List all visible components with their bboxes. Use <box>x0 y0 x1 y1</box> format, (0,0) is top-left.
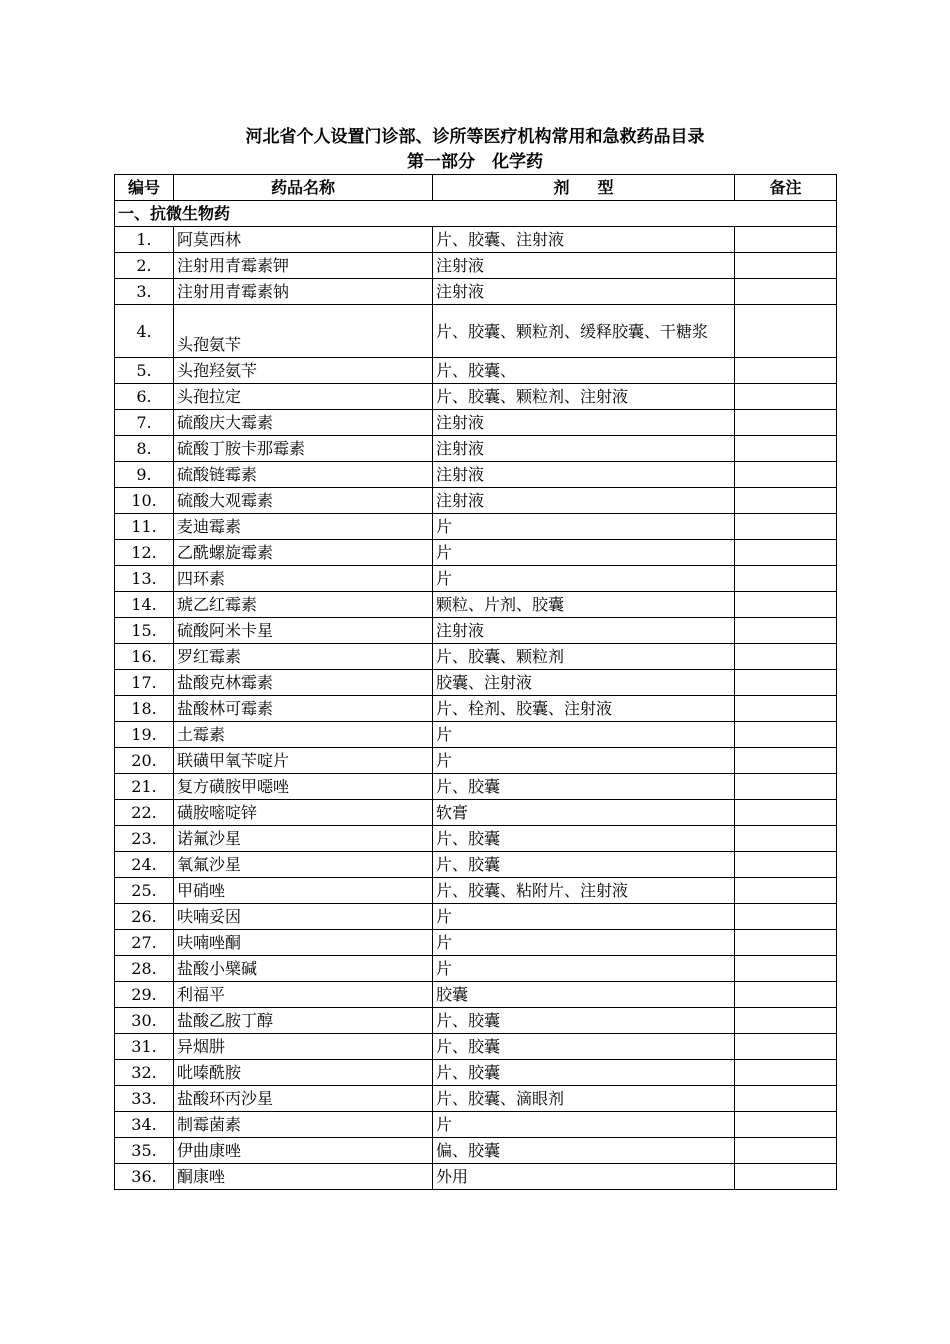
remarks <box>735 384 837 410</box>
table-row <box>115 956 837 982</box>
remarks <box>735 1138 837 1164</box>
table-row <box>115 358 837 384</box>
remarks <box>735 592 837 618</box>
dosage-form: 片、胶囊 <box>433 1060 735 1086</box>
drug-name: 硫酸大观霉素 <box>174 488 433 514</box>
dosage-form: 颗粒、片剂、胶囊 <box>433 592 735 618</box>
table-row <box>115 904 837 930</box>
remarks <box>735 670 837 696</box>
table-row <box>115 878 837 904</box>
dosage-form: 软膏 <box>433 800 735 826</box>
row-number: 28. <box>115 956 174 982</box>
row-number: 16. <box>115 644 174 670</box>
table-row <box>115 305 837 358</box>
dosage-form: 注射液 <box>433 253 735 279</box>
header-dosage-form: 剂型 <box>433 175 735 201</box>
remarks <box>735 930 837 956</box>
drug-name: 异烟肼 <box>174 1034 433 1060</box>
dosage-form: 片 <box>433 722 735 748</box>
row-number: 26. <box>115 904 174 930</box>
table-row <box>115 253 837 279</box>
dosage-form: 片 <box>433 514 735 540</box>
table-row <box>115 1112 837 1138</box>
row-number: 19. <box>115 722 174 748</box>
row-number: 36. <box>115 1164 174 1190</box>
drug-name: 利福平 <box>174 982 433 1008</box>
drug-name: 酮康唑 <box>174 1164 433 1190</box>
table-row <box>115 488 837 514</box>
drug-name: 乙酰螺旋霉素 <box>174 540 433 566</box>
row-number: 6. <box>115 384 174 410</box>
dosage-form: 片、胶囊 <box>433 1008 735 1034</box>
remarks <box>735 488 837 514</box>
drug-name: 氧氟沙星 <box>174 852 433 878</box>
section-row <box>115 201 837 227</box>
drug-name: 土霉素 <box>174 722 433 748</box>
table-row <box>115 800 837 826</box>
dosage-form: 胶囊 <box>433 982 735 1008</box>
table-row <box>115 1138 837 1164</box>
table-row <box>115 748 837 774</box>
remarks <box>735 514 837 540</box>
table-row <box>115 982 837 1008</box>
dosage-form: 外用 <box>433 1164 735 1190</box>
table-row <box>115 540 837 566</box>
row-number: 4. <box>115 305 174 358</box>
row-number: 20. <box>115 748 174 774</box>
table-row <box>115 462 837 488</box>
drug-name: 罗红霉素 <box>174 644 433 670</box>
row-number: 11. <box>115 514 174 540</box>
dosage-form: 片 <box>433 930 735 956</box>
table-row <box>115 670 837 696</box>
row-number: 1. <box>115 227 174 253</box>
table-row <box>115 644 837 670</box>
document-title: 河北省个人设置门诊部、诊所等医疗机构常用和急救药品目录 <box>245 127 705 147</box>
drug-name: 盐酸小檗碱 <box>174 956 433 982</box>
drug-name: 麦迪霉素 <box>174 514 433 540</box>
row-number: 25. <box>115 878 174 904</box>
drug-name: 伊曲康唑 <box>174 1138 433 1164</box>
row-number: 27. <box>115 930 174 956</box>
row-number: 22. <box>115 800 174 826</box>
table-row <box>115 384 837 410</box>
remarks <box>735 696 837 722</box>
row-number: 12. <box>115 540 174 566</box>
row-number: 31. <box>115 1034 174 1060</box>
remarks <box>735 722 837 748</box>
remarks <box>735 227 837 253</box>
drug-name: 盐酸林可霉素 <box>174 696 433 722</box>
dosage-form: 片 <box>433 748 735 774</box>
header-drug-name: 药品名称 <box>174 175 433 201</box>
remarks <box>735 1008 837 1034</box>
dosage-form: 片、胶囊 <box>433 1034 735 1060</box>
table-row <box>115 514 837 540</box>
row-number: 24. <box>115 852 174 878</box>
dosage-form: 注射液 <box>433 436 735 462</box>
dosage-form: 片、胶囊、颗粒剂 <box>433 644 735 670</box>
dosage-form: 片、胶囊、滴眼剂 <box>433 1086 735 1112</box>
drug-name: 呋喃妥因 <box>174 904 433 930</box>
remarks <box>735 748 837 774</box>
header-remarks: 备注 <box>735 175 837 201</box>
dosage-form: 片、胶囊、粘附片、注射液 <box>433 878 735 904</box>
dosage-form: 片、胶囊、颗粒剂、注射液 <box>433 384 735 410</box>
drug-name: 磺胺嘧啶锌 <box>174 800 433 826</box>
dosage-form: 注射液 <box>433 462 735 488</box>
drug-name: 阿莫西林 <box>174 227 433 253</box>
remarks <box>735 826 837 852</box>
remarks <box>735 1086 837 1112</box>
remarks <box>735 774 837 800</box>
dosage-form: 片、胶囊、 <box>433 358 735 384</box>
dosage-form: 片 <box>433 956 735 982</box>
row-number: 32. <box>115 1060 174 1086</box>
dosage-form: 片、胶囊 <box>433 852 735 878</box>
dosage-form: 片 <box>433 540 735 566</box>
remarks <box>735 1164 837 1190</box>
drug-name: 琥乙红霉素 <box>174 592 433 618</box>
remarks <box>735 878 837 904</box>
drug-name: 复方磺胺甲噁唑 <box>174 774 433 800</box>
row-number: 33. <box>115 1086 174 1112</box>
table-row <box>115 1008 837 1034</box>
drug-name: 注射用青霉素钾 <box>174 253 433 279</box>
drug-name: 硫酸丁胺卡那霉素 <box>174 436 433 462</box>
remarks <box>735 436 837 462</box>
drug-name: 头孢羟氨苄 <box>174 358 433 384</box>
dosage-form: 片、胶囊 <box>433 826 735 852</box>
remarks <box>735 618 837 644</box>
remarks <box>735 279 837 305</box>
row-number: 8. <box>115 436 174 462</box>
row-number: 35. <box>115 1138 174 1164</box>
dosage-form: 片、栓剂、胶囊、注射液 <box>433 696 735 722</box>
remarks <box>735 540 837 566</box>
drug-name: 硫酸链霉素 <box>174 462 433 488</box>
table-row <box>115 1086 837 1112</box>
row-number: 7. <box>115 410 174 436</box>
remarks <box>735 1060 837 1086</box>
dosage-form: 注射液 <box>433 279 735 305</box>
row-number: 30. <box>115 1008 174 1034</box>
drug-name: 盐酸环丙沙星 <box>174 1086 433 1112</box>
remarks <box>735 956 837 982</box>
table-row <box>115 930 837 956</box>
drug-name: 四环素 <box>174 566 433 592</box>
drug-name: 硫酸庆大霉素 <box>174 410 433 436</box>
dosage-form: 片 <box>433 904 735 930</box>
document-subtitle: 第一部分 化学药 <box>407 152 543 172</box>
drug-name: 头孢拉定 <box>174 384 433 410</box>
remarks <box>735 644 837 670</box>
row-number: 29. <box>115 982 174 1008</box>
table-row <box>115 696 837 722</box>
table-row <box>115 1164 837 1190</box>
drug-name: 注射用青霉素钠 <box>174 279 433 305</box>
row-number: 10. <box>115 488 174 514</box>
drug-name: 甲硝唑 <box>174 878 433 904</box>
remarks <box>735 982 837 1008</box>
table-row <box>115 826 837 852</box>
drug-name: 呋喃唑酮 <box>174 930 433 956</box>
row-number: 3. <box>115 279 174 305</box>
dosage-form: 片、胶囊、注射液 <box>433 227 735 253</box>
drug-name: 吡嗪酰胺 <box>174 1060 433 1086</box>
header-number: 编号 <box>115 175 174 201</box>
row-number: 23. <box>115 826 174 852</box>
row-number: 21. <box>115 774 174 800</box>
remarks <box>735 1112 837 1138</box>
drug-name: 盐酸乙胺丁醇 <box>174 1008 433 1034</box>
drug-name: 联磺甲氧苄啶片 <box>174 748 433 774</box>
remarks <box>735 305 837 358</box>
table-row <box>115 722 837 748</box>
row-number: 9. <box>115 462 174 488</box>
row-number: 34. <box>115 1112 174 1138</box>
dosage-form: 注射液 <box>433 410 735 436</box>
remarks <box>735 1034 837 1060</box>
dosage-form: 注射液 <box>433 488 735 514</box>
remarks <box>735 852 837 878</box>
drug-name: 制霉菌素 <box>174 1112 433 1138</box>
drug-name: 诺氟沙星 <box>174 826 433 852</box>
remarks <box>735 904 837 930</box>
dosage-form: 片、胶囊 <box>433 774 735 800</box>
section-heading: 一、抗微生物药 <box>115 201 837 227</box>
table-row <box>115 1034 837 1060</box>
remarks <box>735 253 837 279</box>
row-number: 17. <box>115 670 174 696</box>
dosage-form: 偏、胶囊 <box>433 1138 735 1164</box>
row-number: 15. <box>115 618 174 644</box>
table-row <box>115 410 837 436</box>
row-number: 5. <box>115 358 174 384</box>
dosage-form: 片、胶囊、颗粒剂、缓释胶囊、干糖浆 <box>433 305 735 358</box>
dosage-form: 注射液 <box>433 618 735 644</box>
dosage-form: 片 <box>433 566 735 592</box>
table-row <box>115 618 837 644</box>
remarks <box>735 800 837 826</box>
remarks <box>735 358 837 384</box>
drug-table <box>114 174 837 1190</box>
table-header-row <box>115 175 837 201</box>
row-number: 13. <box>115 566 174 592</box>
row-number: 2. <box>115 253 174 279</box>
table-row <box>115 436 837 462</box>
row-number: 14. <box>115 592 174 618</box>
drug-name: 硫酸阿米卡星 <box>174 618 433 644</box>
drug-name: 盐酸克林霉素 <box>174 670 433 696</box>
remarks <box>735 462 837 488</box>
table-row <box>115 566 837 592</box>
drug-name: 头孢氨苄 <box>174 305 433 358</box>
table-row <box>115 852 837 878</box>
table-row <box>115 279 837 305</box>
table-row <box>115 1060 837 1086</box>
table-row <box>115 227 837 253</box>
remarks <box>735 566 837 592</box>
row-number: 18. <box>115 696 174 722</box>
table-row <box>115 774 837 800</box>
remarks <box>735 410 837 436</box>
dosage-form: 片 <box>433 1112 735 1138</box>
dosage-form: 胶囊、注射液 <box>433 670 735 696</box>
table-row <box>115 592 837 618</box>
